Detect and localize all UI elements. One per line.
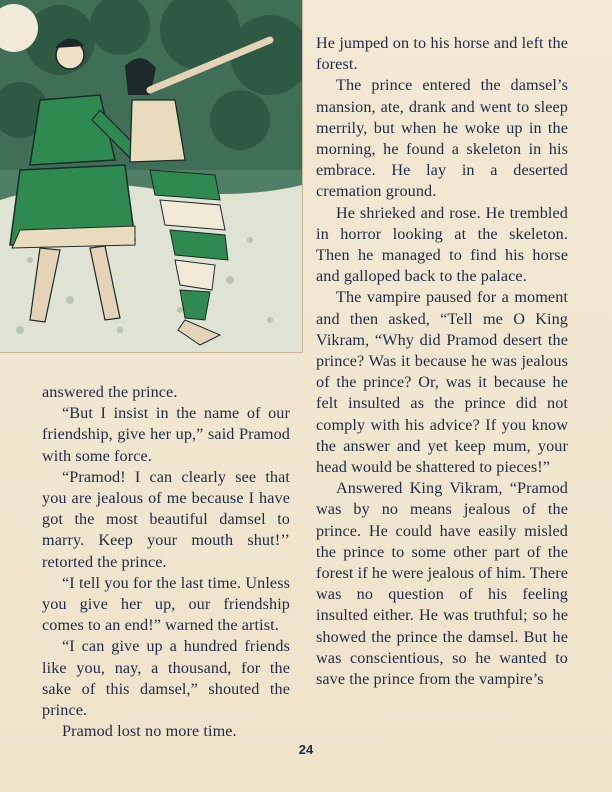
paragraph: He shrieked and rose. He trembled in horror looking at the skeleton. Then he managed to find his horse and galloped back to the palace. bbox=[316, 203, 568, 286]
paragraph: answered the prince. bbox=[42, 383, 178, 401]
paragraph: The prince entered the damsel’s mansion, ate, drank and went to sleep merrily, but when he woke up in the morning, he found a skeleton in his embrace. He lay in a deserted cremation ground. bbox=[316, 76, 568, 201]
right-text-column bbox=[316, 33, 568, 690]
paragraph: Pramod lost no more time. bbox=[62, 722, 237, 741]
prince-and-damsel-illustration bbox=[0, 0, 303, 353]
paragraph: “I can give up a hundred friends like you, nay, a thousand, for the sake of this damsel,” shouted the prince. bbox=[42, 637, 290, 720]
paragraph: The vampire paused for a moment and then asked, “Tell me O King Vikram, “Why did Pramod desert the prince? Was it because he was jealous of the prince? Or, was it because he felt insulted as the prince did not comply with his advice? If you know the answer and yet keep mum, your head would be shattered to pieces!” bbox=[316, 288, 568, 477]
page-number: 24 bbox=[298, 742, 314, 757]
paragraph: Answered King Vikram, “Pramod was by no means jealous of the prince. He could have easily misled the prince to some other part of the forest if he were jealous of him. There was no question of his feeling insulted either. He was truthful; so he showed the prince the damsel. But he was conscientious, so he wanted to save the prince from the vampire’s bbox=[316, 479, 568, 689]
paragraph: “I tell you for the last time. Unless you give her up, our friendship comes to an end!” warned the artist. bbox=[42, 573, 290, 635]
paragraph: “Pramod! I can clearly see that you are jealous of me because I have got the most beautiful damsel to marry. Keep your mouth shut!’’ retorted the prince. bbox=[42, 467, 290, 571]
paragraph: “But I insist in the name of our friendship, give her up,” said Pramod with some force. bbox=[42, 404, 290, 465]
paragraph: He jumped on to his horse and left the forest. bbox=[316, 34, 568, 74]
left-text-column bbox=[42, 382, 290, 742]
